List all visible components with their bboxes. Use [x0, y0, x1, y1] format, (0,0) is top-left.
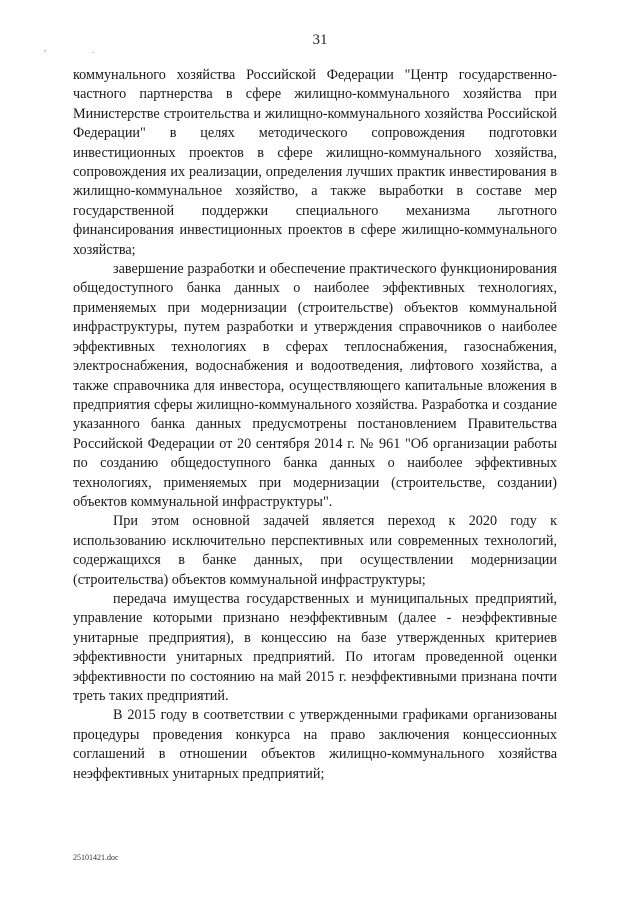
paragraph: коммунального хозяйства Российской Федерации "Центр государственно-частного партнерства в сфере жилищно-коммунального хозяйства при Министерстве строительства и жилищно-коммунального хозяйства Российской Федерации" в целях методического сопровождения подготовки инвестиционных проектов в сфере жилищно-коммунального хозяйства, сопровождения их реализации, определения лучших практик инвестирования в жилищно-коммунальное хозяйство, а также выработки в составе мер государственной поддержки специального механизма льготного финансирования инвестиционных проектов в сфере жилищно-коммунального хозяйства;: [73, 67, 557, 258]
body-text: [73, 66, 557, 784]
document-file-code: 25101421.doc: [73, 853, 119, 862]
paragraph: В 2015 году в соответствии с утвержденными графиками организованы процедуры проведения конкурса на право заключения концессионных соглашений в отношении объектов жилищно-коммунального хозяйства неэффективных унитарных предприятий;: [73, 707, 557, 782]
scan-mark: .: [92, 45, 95, 55]
page-number: 31: [312, 32, 328, 48]
paragraph: При этом основной задачей является переход к 2020 году к использованию исключительно перспективных или современных технологий, содержащихся в банке данных, при осуществлении модернизации (строительства) объектов коммунальной инфраструктуры;: [73, 513, 557, 588]
scan-mark: ,: [44, 43, 47, 53]
paragraph: завершение разработки и обеспечение практического функционирования общедоступного банка данных о наиболее эффективных технологиях, применяемых при модернизации (строительстве) объектов коммунальной инфраструктуры, путем разработки и утверждения справочников о наиболее эффективных технологиях в сферах теплоснабжения, газоснабжения, электроснабжения, водоснабжения и водоотведения, лифтового хозяйства, а также справочника для инвестора, осуществляющего капитальные вложения в предприятия сферы жилищно-коммунального хозяйства. Разработка и создание указанного банка данных предусмотрены постановлением Правительства Российской Федерации от 20 сентября 2014 г. № 961 "Об организации работы по созданию общедоступного банка данных о наиболее эффективных технологиях, применяемых при модернизации (строительстве, создании) объектов коммунальной инфраструктуры".: [73, 261, 557, 510]
paragraph: передача имущества государственных и муниципальных предприятий, управление которыми признано неэффективным (далее - неэффективные унитарные предприятия), в концессию на базе утвержденных критериев эффективности унитарных предприятий. По итогам проведенной оценки эффективности по состоянию на май 2015 г. неэффективными признана почти треть таких предприятий.: [73, 590, 557, 704]
